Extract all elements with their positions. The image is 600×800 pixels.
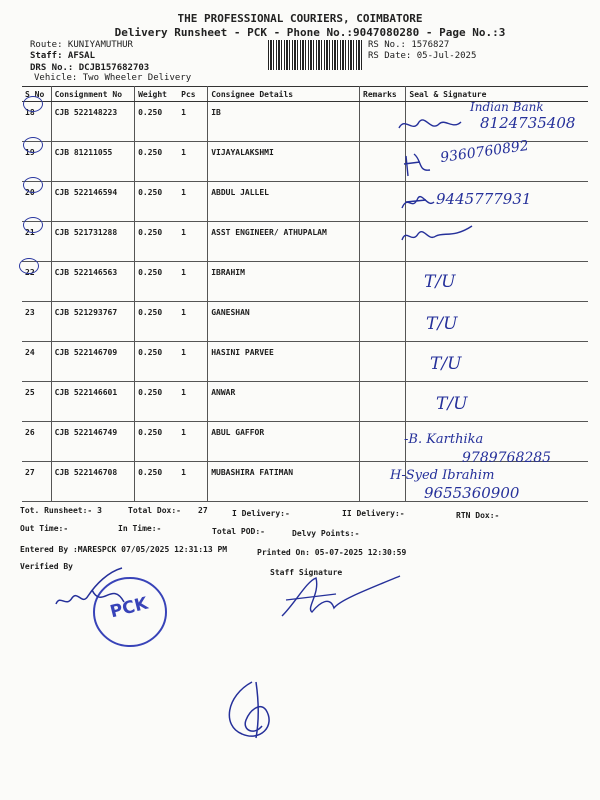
ii-delivery-label: II Delivery:- (342, 509, 405, 518)
cell-sno: 21 (22, 222, 51, 262)
i-delivery-label: I Delivery:- (232, 509, 290, 518)
stamp-text: PCK (108, 593, 150, 623)
signature-scribble (395, 112, 465, 136)
cell-pcs: 1 (178, 382, 208, 422)
entered-by: Entered By :MARESPCK 07/05/2025 12:31:13 PM (20, 545, 228, 554)
handwritten-name: H-Syed Ibrahim (390, 468, 495, 483)
cell-weight: 0.250 (135, 142, 179, 182)
cell-consignment: CJB 521293767 (51, 302, 134, 342)
cell-sno: 26 (22, 422, 51, 462)
staff-signature-scribble (276, 572, 406, 622)
cell-consignment: CJB 522146709 (51, 342, 134, 382)
printed-on: Printed On: 05-07-2025 12:30:59 (257, 548, 407, 557)
cell-consignee: ANWAR (208, 382, 360, 422)
cell-sno: 24 (22, 342, 51, 382)
cell-consignment: CJB 521731288 (51, 222, 134, 262)
cell-consignment: CJB 522148223 (51, 102, 134, 142)
cell-consignment: CJB 522146749 (51, 422, 134, 462)
bottom-scribble (216, 676, 286, 746)
cell-weight: 0.250 (135, 222, 179, 262)
cell-sno: 25 (22, 382, 51, 422)
handwritten-phone: 8124735408 (480, 114, 576, 132)
ink-circle-mark (19, 258, 39, 274)
cell-consignee: IB (208, 102, 360, 142)
handwritten-phone: 9360760892 (439, 137, 530, 167)
rs-number: RS No.: 1576827 (368, 40, 450, 50)
cell-consignee: GANESHAN (208, 302, 360, 342)
col-signature: Seal & Signature (406, 87, 588, 102)
cell-consignee: ASST ENGINEER/ ATHUPALAM (208, 222, 360, 262)
cell-pcs: 1 (178, 342, 208, 382)
cell-consignee: VIJAYALAKSHMI (208, 142, 360, 182)
cell-weight: 0.250 (135, 382, 179, 422)
cell-consignment: CJB 522146601 (51, 382, 134, 422)
cell-pcs: 1 (178, 422, 208, 462)
signature-scribble (398, 190, 438, 214)
cell-sno: 19 (22, 142, 51, 182)
cell-weight: 0.250 (135, 302, 179, 342)
cell-consignee: IBRAHIM (208, 262, 360, 302)
delivery-points-label: Delvy Points:- (292, 529, 360, 538)
cell-sno: 20 (22, 182, 51, 222)
rs-date: RS Date: 05-Jul-2025 (368, 51, 477, 61)
cell-weight: 0.250 (135, 342, 179, 382)
cell-remarks (360, 302, 406, 342)
cell-pcs: 1 (178, 142, 208, 182)
drs-number: DRS No.: DCJB157682703 (30, 63, 150, 73)
staff-signature-label: Staff Signature (270, 568, 343, 577)
cell-remarks (360, 142, 406, 182)
handwritten-bank-name: Indian Bank (470, 100, 544, 114)
col-sno: S No (22, 87, 51, 102)
col-weight: Weight (135, 87, 179, 102)
handwritten-phone: 9789768285 (462, 450, 552, 466)
cell-consignee: ABDUL JALLEL (208, 182, 360, 222)
handwritten-tu-note: T/U (436, 394, 468, 414)
col-remarks: Remarks (360, 87, 406, 102)
signature-scribble (400, 150, 440, 180)
cell-consignee: ABUL GAFFOR (208, 422, 360, 462)
cell-sno: 27 (22, 462, 51, 502)
cell-weight: 0.250 (135, 422, 179, 462)
cell-pcs: 1 (178, 182, 208, 222)
cell-consignment: CJB 522146708 (51, 462, 134, 502)
cell-pcs: 1 (178, 462, 208, 502)
handwritten-tu-note: T/U (430, 354, 462, 374)
handwritten-name: -B. Karthika (404, 432, 484, 447)
cell-remarks (360, 382, 406, 422)
cell-pcs: 1 (178, 102, 208, 142)
cell-pcs: 1 (178, 302, 208, 342)
cell-remarks (360, 422, 406, 462)
cell-weight: 0.250 (135, 462, 179, 502)
cell-consignee: HASINI PARVEE (208, 342, 360, 382)
rtn-dox-label: RTN Dox:- (456, 511, 500, 520)
signature-scribble (398, 222, 478, 248)
cell-consignment: CJB 522146594 (51, 182, 134, 222)
ink-circle-mark (23, 137, 43, 153)
handwritten-phone: 9445777931 (436, 190, 532, 208)
cell-sno: 23 (22, 302, 51, 342)
cell-weight: 0.250 (135, 262, 179, 302)
out-time-label: Out Time:- (20, 524, 69, 533)
cell-weight: 0.250 (135, 182, 179, 222)
cell-signature (406, 382, 588, 422)
cell-consignee: MUBASHIRA FATIMAN (208, 462, 360, 502)
ink-circle-mark (23, 217, 43, 233)
cell-pcs: 1 (178, 262, 208, 302)
handwritten-tu-note: T/U (426, 314, 458, 334)
handwritten-tu-note: T/U (424, 272, 456, 292)
vehicle-label: Vehicle: Two Wheeler Delivery (34, 73, 192, 83)
total-runsheet: Tot. Runsheet:- 3 (20, 506, 102, 515)
route-label: Route: KUNIYAMUTHUR (30, 40, 133, 50)
table-row (22, 342, 588, 382)
runsheet-subtitle: Delivery Runsheet - PCK - Phone No.:9047080280 - Page No.:3 (114, 26, 506, 39)
cell-remarks (360, 342, 406, 382)
total-dox-value: 27 (198, 506, 208, 515)
table-row (22, 262, 588, 302)
col-pcs: Pcs (178, 87, 208, 102)
cell-sno: 22 (22, 262, 51, 302)
table-row (22, 222, 588, 262)
total-pod-label: Total POD:- (212, 527, 265, 536)
table-row (22, 302, 588, 342)
barcode-image (268, 40, 362, 70)
handwritten-phone: 9655360900 (424, 484, 520, 502)
cell-remarks (360, 262, 406, 302)
cell-consignment: CJB 81211055 (51, 142, 134, 182)
ink-circle-mark (23, 177, 43, 193)
in-time-label: In Time:- (118, 524, 162, 533)
company-title: THE PROFESSIONAL COURIERS, COIMBATORE (177, 12, 423, 25)
ink-circle-mark (23, 96, 43, 112)
cell-sno: 18 (22, 102, 51, 142)
cell-pcs: 1 (178, 222, 208, 262)
cell-weight: 0.250 (135, 102, 179, 142)
col-consignee: Consignee Details (208, 87, 360, 102)
staff-label: Staff: AFSAL (30, 51, 96, 61)
total-dox-label: Total Dox:- (128, 506, 181, 515)
col-consignment: Consignment No (51, 87, 134, 102)
cell-consignment: CJB 522146563 (51, 262, 134, 302)
verified-by-label: Verified By (20, 562, 73, 571)
table-row (22, 382, 588, 422)
